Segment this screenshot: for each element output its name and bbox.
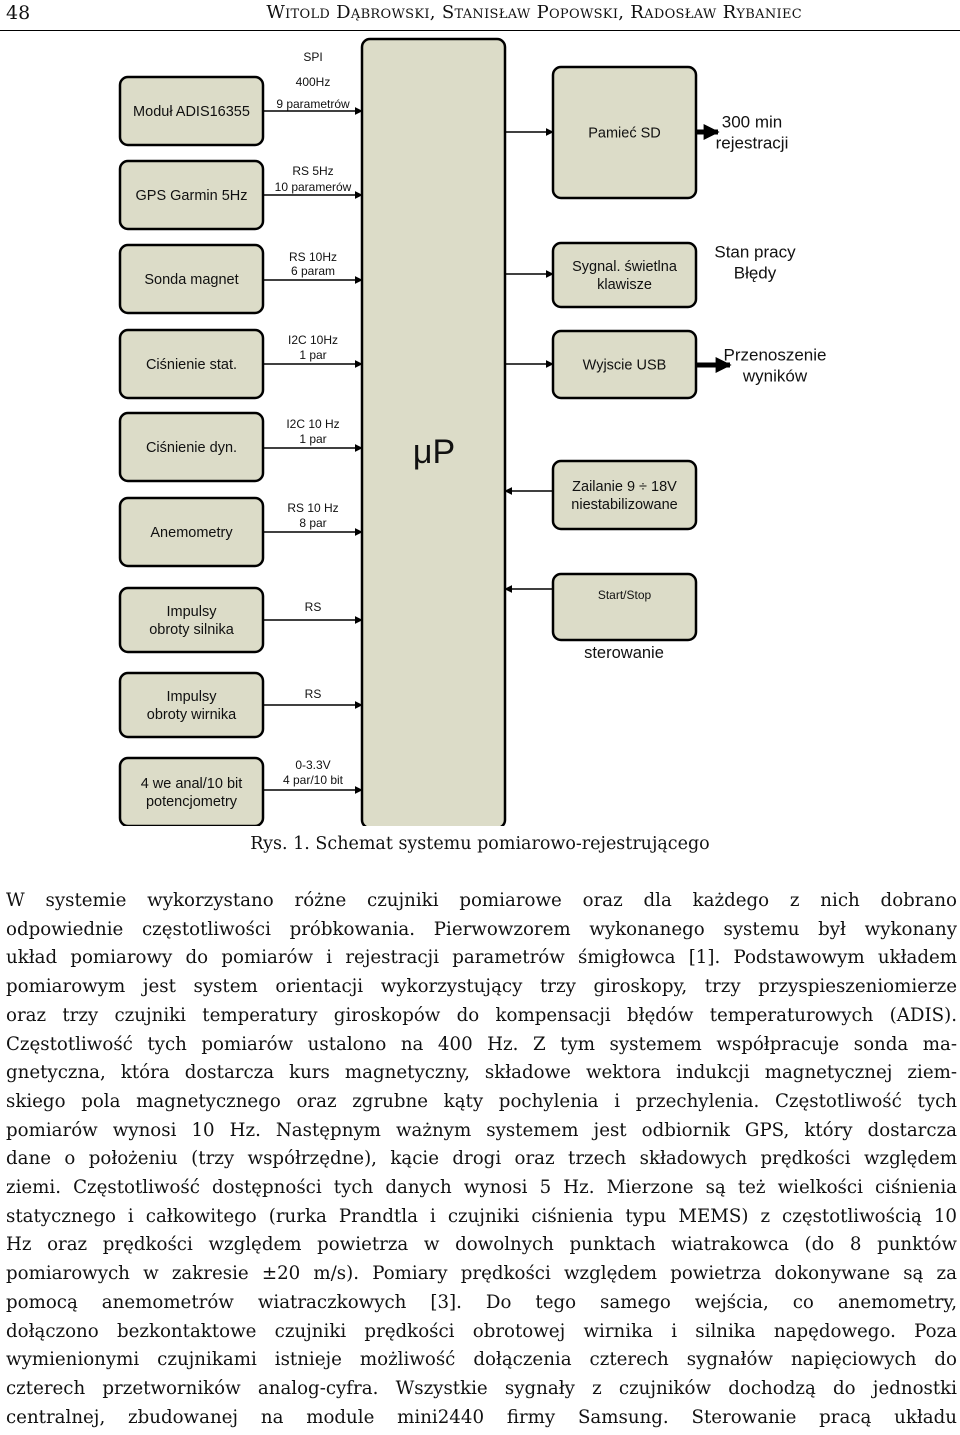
body-line: oraz trzy czujniki temperatury giroskopów do kompensacji błędów temperaturowych (ADIS).: [6, 1004, 957, 1026]
sensor-label: potencjometry: [145, 794, 238, 811]
output-note: wyników: [742, 366, 808, 386]
body-line: dane o położeniu (trzy współrzędne), kącie drogi oraz trzech składowych prędkości względem: [6, 1148, 957, 1170]
link-label: RS 10Hz: [288, 250, 338, 264]
body-line: W systemie wykorzystano różne czujniki pomiarowe oraz dla każdego z nich dobrano: [6, 890, 957, 911]
processor-label: μP: [412, 433, 456, 471]
sensor-label: obroty wirnika: [146, 707, 237, 724]
body-line: skiego pola magnetycznego oraz zgrubne kąty pochylenia i przechylenia. Częstotliwość tych: [6, 1090, 957, 1112]
output-label: niestabilizowane: [571, 497, 678, 514]
link-label: RS: [304, 600, 322, 614]
output-note: 300 min: [721, 112, 783, 132]
page-header: [0, 0, 960, 31]
link-label: I2C 10 Hz: [286, 417, 340, 431]
sensor-label: Ciśnienie stat.: [145, 357, 238, 374]
link-label: 1 par: [299, 348, 327, 362]
link-label: 4 par/10 bit: [282, 773, 344, 787]
body-line: Częstotliwość tych pomiarów ustalono na 400 Hz. Z tym systemem współpracuje sonda ma-: [6, 1033, 957, 1055]
link-label: 10 paramerów: [274, 180, 352, 194]
sensor-label: Moduł ADIS16355: [133, 104, 250, 121]
sensor-label: Sonda magnet: [144, 272, 239, 289]
body-line: pomiarów wynosi 10 Hz. Następnym ważnym systemem jest odbiornik GPS, który dostarcza: [6, 1119, 957, 1141]
output-blocks: [505, 67, 730, 640]
link-label: 0-3.3V: [295, 758, 331, 772]
link-label: 400Hz: [295, 75, 331, 89]
body-line: ziemi. Częstotliwość dostępności tych danych wynosi 5 Hz. Mierzone są też wielkości ciśnienia: [6, 1177, 957, 1199]
link-label: 9 parametrów: [276, 97, 350, 111]
output-note: sterowanie: [584, 643, 664, 662]
body-line: układ pomiarowy do pomiarów i rejestracji parametrów śmigłowca [1]. Podstawowym układem: [6, 947, 957, 969]
output-label: Sygnal. świetlna: [572, 259, 677, 276]
sensor-label: Impulsy: [166, 604, 217, 621]
sensor-label: Ciśnienie dyn.: [145, 440, 238, 457]
link-label: SPI: [303, 50, 323, 64]
output-note: Stan pracy: [714, 242, 796, 262]
link-label: RS: [304, 687, 322, 701]
sensor-label: 4 we anal/10 bit: [140, 776, 243, 793]
link-label: 6 param: [290, 264, 336, 278]
body-line: Hz oraz prędkości względem powietrza w dowolnych punktach wiatrakowca (do 8 punktów: [6, 1234, 957, 1256]
body-line: pomiarowym jest system orientacji wykorzystujący trzy giroskopy, trzy przyspieszeniomierze: [6, 976, 957, 998]
body-text: [6, 887, 957, 1432]
body-line: pomiarowych w zakresie ±20 m/s). Pomiary prędkości względem powietrza dokonywane są za: [6, 1263, 957, 1285]
body-line: wymienionymi czujnikami istnieje możliwość dołączenia czterech sygnałów napięciowych do: [6, 1349, 957, 1371]
sensor-label: Anemometry: [150, 525, 233, 542]
output-note: Przenoszenie: [723, 345, 827, 365]
sensor-blocks: [120, 77, 263, 826]
output-label: Start/Stop: [597, 588, 652, 603]
output-note: Błędy: [733, 263, 777, 283]
block-diagram: [0, 36, 960, 826]
link-label: 1 par: [299, 432, 327, 446]
sensor-label: Impulsy: [166, 689, 217, 706]
running-head-authors: Witold Dąbrowski, Stanisław Popowski, Radosław Rybaniec: [266, 2, 802, 23]
link-label: I2C 10Hz: [287, 333, 339, 347]
body-line: pomocą anemometrów wiatraczkowych [3]. Do tego samego wejścia, co anemometry,: [6, 1291, 957, 1313]
link-label: RS 10 Hz: [287, 501, 339, 515]
output-note: rejestracji: [715, 133, 789, 153]
output-label: Wyjscie USB: [582, 357, 667, 374]
output-label: Zailanie 9 ÷ 18V: [572, 479, 677, 496]
link-label: 8 par: [299, 516, 327, 530]
signal-links: [263, 50, 362, 790]
body-line: dołączono bezkontaktowe czujniki prędkości obrotowej wirnika i silnika napędowego. Poza: [6, 1320, 957, 1342]
body-line: centralnej, zbudowanej na module mini2440 firmy Samsung. Sterowanie pracą układu: [6, 1406, 957, 1428]
body-line: statycznego i całkowitego (rurka Prandtla i czujniki ciśnienia typu MEMS) z częstotliwością 10: [6, 1205, 957, 1227]
body-line: gnetyczna, która dostarcza kurs magnetyczny, składowe wektora indukcji magnetycznej ziem-: [6, 1062, 957, 1084]
body-line: odpowiednie częstotliwości próbkowania. Pierwowzorem wykonanego systemu był wykonany: [6, 918, 957, 940]
link-label: RS 5Hz: [292, 164, 334, 178]
page-number: 48: [6, 2, 31, 24]
output-block: [553, 574, 696, 640]
sensor-label: GPS Garmin 5Hz: [135, 188, 248, 205]
output-label: klawisze: [597, 277, 652, 294]
body-line: czterech przetworników analog-cyfra. Wszystkie sygnały z czujników dochodzą do jednostki: [6, 1377, 957, 1399]
output-label: Pamieć SD: [588, 125, 661, 142]
sensor-label: obroty silnika: [149, 622, 234, 639]
figure-caption: Rys. 1. Schemat systemu pomiarowo-rejestrującego: [250, 834, 710, 854]
